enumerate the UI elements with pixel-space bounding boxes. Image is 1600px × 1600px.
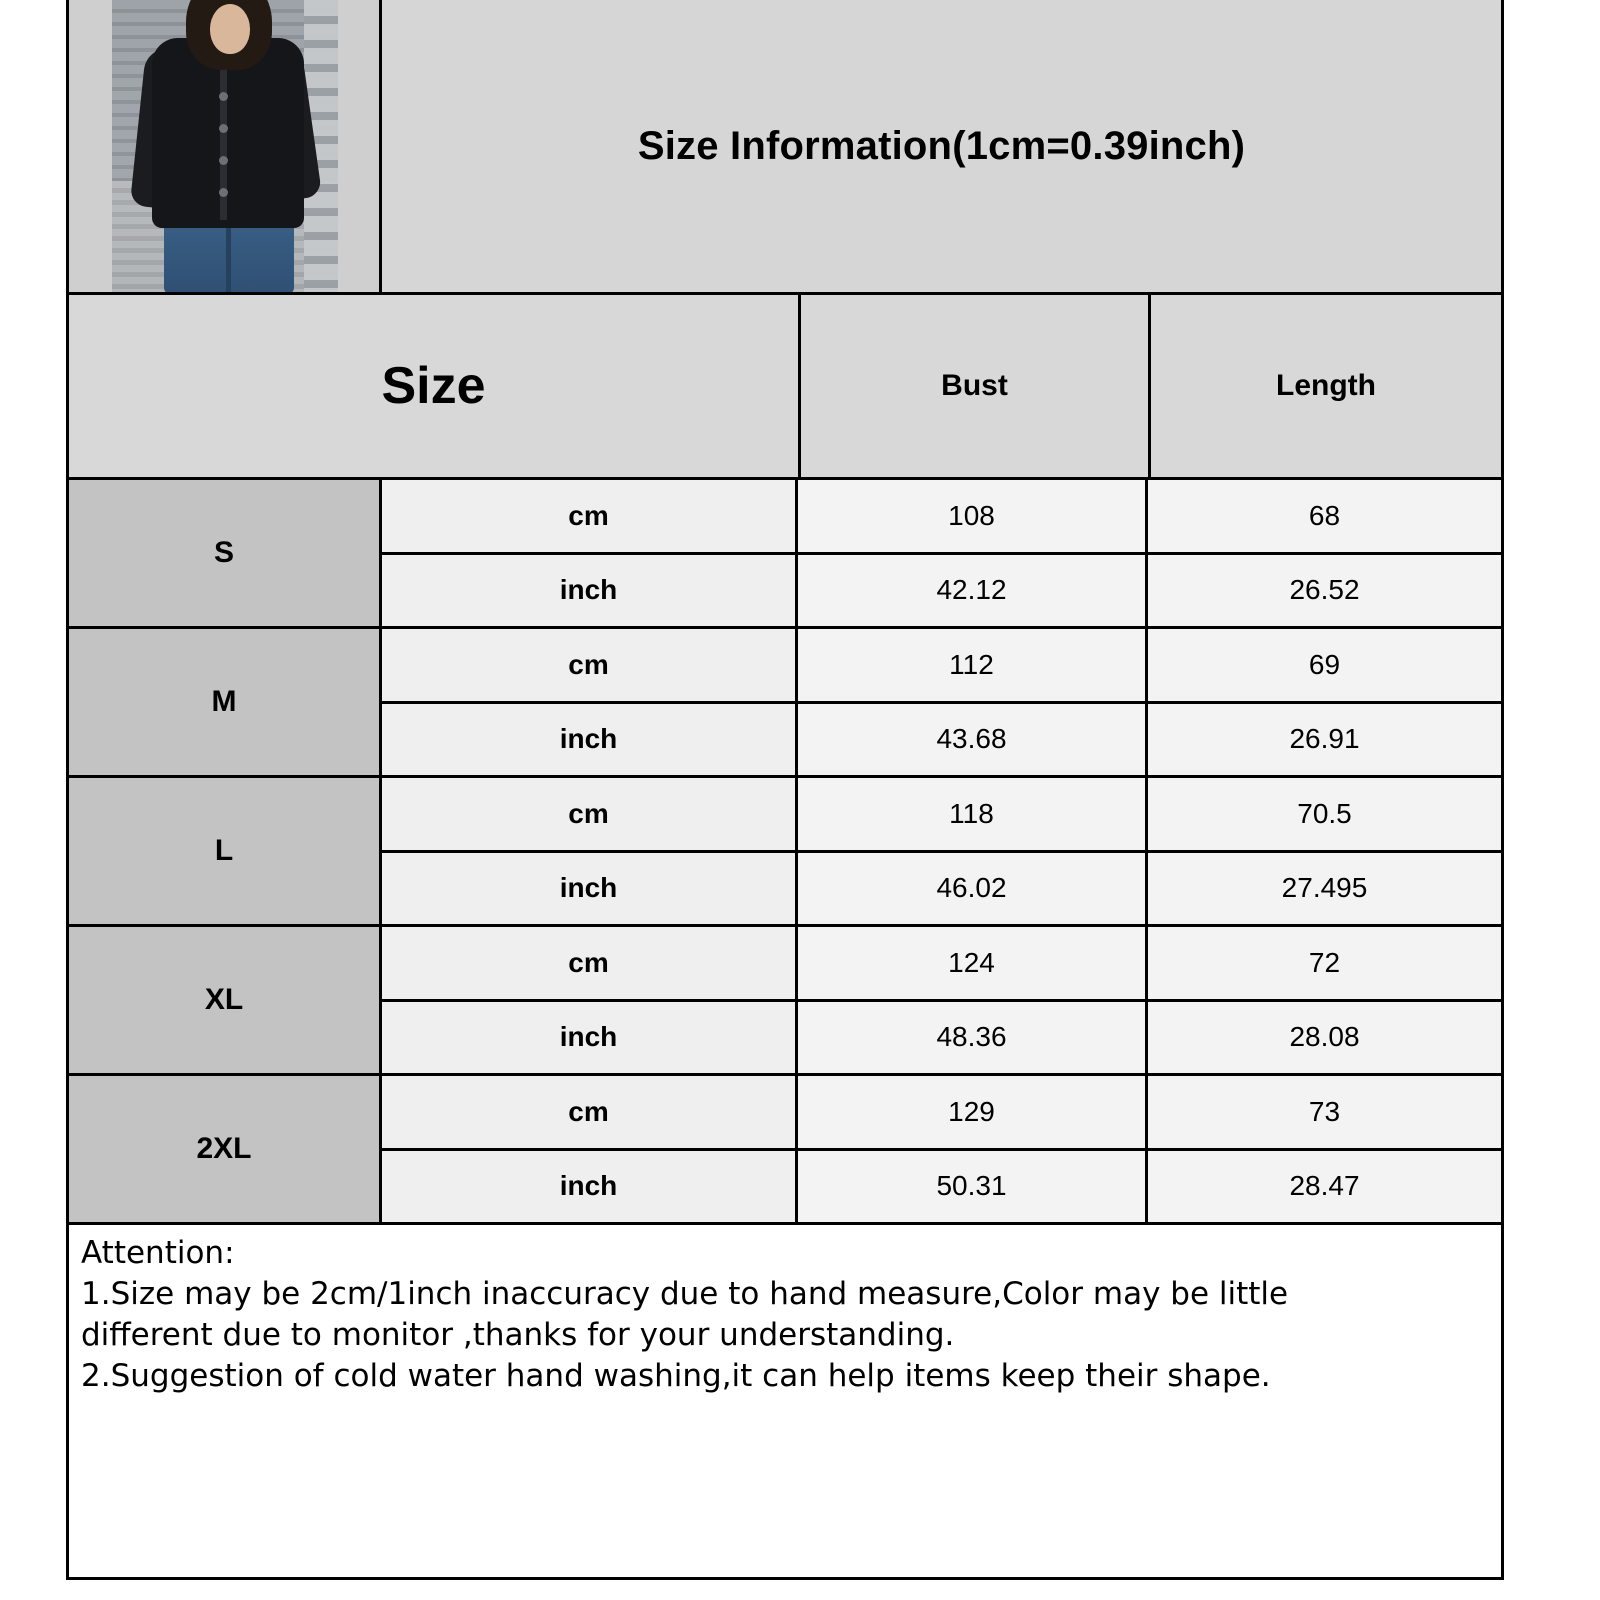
chart-title: Size Information(1cm=0.39inch) (637, 123, 1246, 168)
product-photo-image (112, 0, 338, 292)
table-row (69, 778, 1501, 927)
length-inch-value: 26.91 (1148, 704, 1501, 776)
length-cm-value: 73 (1148, 1076, 1501, 1148)
unit-label-cm: cm (382, 629, 798, 701)
bust-cm-value: 124 (798, 927, 1148, 999)
unit-label-inch: inch (382, 1002, 798, 1074)
attention-block (69, 1225, 1501, 1397)
column-header-size: Size (69, 295, 801, 477)
length-inch-value: 28.08 (1148, 1002, 1501, 1074)
photo-face (210, 4, 250, 54)
length-cm-value: 69 (1148, 629, 1501, 701)
size-label: M (69, 629, 382, 775)
column-header-row (69, 295, 1501, 480)
photo-button-5 (219, 188, 228, 197)
length-inch-value: 27.495 (1148, 853, 1501, 925)
attention-line-2: different due to monitor ,thanks for your understanding. (81, 1316, 955, 1353)
unit-label-cm: cm (382, 778, 798, 850)
length-cm-value: 70.5 (1148, 778, 1501, 850)
table-row (69, 629, 1501, 778)
size-label: 2XL (69, 1076, 382, 1222)
attention-line-3: 2.Suggestion of cold water hand washing,it can help items keep their shape. (81, 1357, 1271, 1394)
unit-label-inch: inch (382, 704, 798, 776)
photo-button-2 (219, 92, 228, 101)
table-row (69, 1076, 1501, 1225)
length-inch-value: 28.47 (1148, 1151, 1501, 1223)
size-label: L (69, 778, 382, 924)
table-row (69, 480, 1501, 629)
unit-label-inch: inch (382, 1151, 798, 1223)
length-cm-value: 68 (1148, 480, 1501, 552)
column-header-bust: Bust (801, 295, 1151, 477)
size-label: XL (69, 927, 382, 1073)
product-photo-cell (69, 0, 382, 292)
bust-inch-value: 50.31 (798, 1151, 1148, 1223)
size-label: S (69, 480, 382, 626)
length-inch-value: 26.52 (1148, 555, 1501, 627)
bust-cm-value: 112 (798, 629, 1148, 701)
bust-inch-value: 46.02 (798, 853, 1148, 925)
bust-inch-value: 48.36 (798, 1002, 1148, 1074)
bust-inch-value: 43.68 (798, 704, 1148, 776)
size-chart-sheet (66, 0, 1504, 1580)
unit-label-cm: cm (382, 1076, 798, 1148)
bust-cm-value: 118 (798, 778, 1148, 850)
photo-button-4 (219, 156, 228, 165)
unit-label-cm: cm (382, 927, 798, 999)
unit-label-cm: cm (382, 480, 798, 552)
length-cm-value: 72 (1148, 927, 1501, 999)
chart-header-row (69, 0, 1501, 295)
attention-heading: Attention: (81, 1235, 235, 1271)
unit-label-inch: inch (382, 853, 798, 925)
unit-label-inch: inch (382, 555, 798, 627)
bust-cm-value: 129 (798, 1076, 1148, 1148)
table-row (69, 927, 1501, 1076)
bust-cm-value: 108 (798, 480, 1148, 552)
photo-button-3 (219, 124, 228, 133)
column-header-length: Length (1276, 369, 1376, 402)
bust-inch-value: 42.12 (798, 555, 1148, 627)
attention-line-1: 1.Size may be 2cm/1inch inaccuracy due to hand measure,Color may be little (81, 1275, 1289, 1312)
chart-title-cell (382, 0, 1501, 292)
